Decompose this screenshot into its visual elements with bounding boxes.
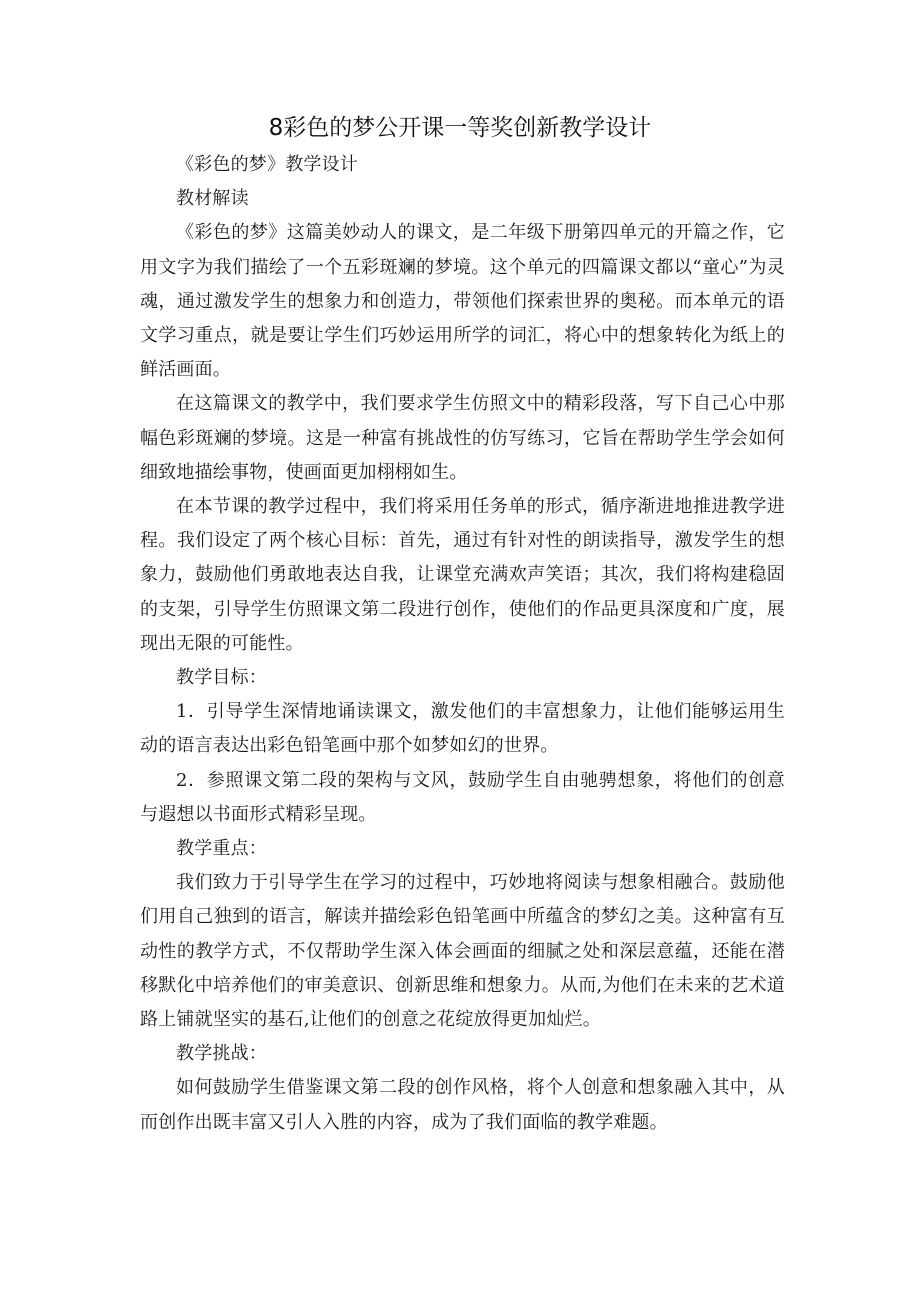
paragraph: 如何鼓励学生借鉴课文第二段的创作风格，将个人创意和想象融入其中，从而创作出既丰富又引人入胜的内容，成为了我们面临的教学难题。	[140, 1077, 785, 1133]
section-heading-materials: 教材解读	[176, 188, 249, 210]
paragraph: 在这篇课文的教学中，我们要求学生仿照文中的精彩段落，写下自己心中那幅色彩斑斓的梦境。这是一种富有挑战性的仿写练习，它旨在帮助学生学会如何细致地描绘事物，使画面更加栩栩如生。	[140, 393, 785, 483]
paragraph: 在本节课的教学过程中，我们将采用任务单的形式，循序渐进地推进教学进程。我们设定了两个核心目标：首先，通过有针对性的朗读指导，激发学生的想象力，鼓励他们勇敢地表达自我，让课堂充满欢声笑语；其次，我们将构建稳固的支架，引导学生仿照课文第二段进行创作，使他们的作品更具深度和广度，展现出无限的可能性。	[140, 496, 785, 654]
document-body	[140, 148, 785, 1140]
section-heading-challenge: 教学挑战：	[176, 1043, 267, 1065]
section-heading-focus: 教学重点：	[176, 838, 267, 860]
list-item-goal-2: 2．参照课文第二段的架构与文风，鼓励学生自由驰骋想象，将他们的创意与遐想以书面形式精彩呈现。	[140, 769, 785, 825]
list-item-goal-1: 1．引导学生深情地诵读课文，激发他们的丰富想象力，让他们能够运用生动的语言表达出彩色铅笔画中那个如梦如幻的世界。	[140, 701, 785, 757]
document-subtitle: 《彩色的梦》教学设计	[176, 154, 358, 175]
section-heading-goals: 教学目标：	[176, 667, 267, 689]
paragraph: 《彩色的梦》这篇美妙动人的课文，是二年级下册第四单元的开篇之作，它用文字为我们描绘了一个五彩斑斓的梦境。这个单元的四篇课文都以“童心”为灵魂，通过激发学生的想象力和创造力，带领他们探索世界的奥秘。而本单元的语文学习重点，就是要让学生们巧妙运用所学的词汇，将心中的想象转化为纸上的鲜活画面。	[140, 222, 785, 381]
paragraph: 我们致力于引导学生在学习的过程中，巧妙地将阅读与想象相融合。鼓励他们用自己独到的语言，解读并描绘彩色铅笔画中所蕴含的梦幻之美。这种富有互动性的教学方式，不仅帮助学生深入体会画面的细腻之处和深层意蕴，还能在潜移默化中培养他们的审美意识、创新思维和想象力。从而,为他们在未来的艺术道路上铺就坚实的基石,让他们的创意之花绽放得更加灿烂。	[140, 872, 785, 1031]
document-title: 8彩色的梦公开课一等奖创新教学设计	[268, 115, 652, 141]
